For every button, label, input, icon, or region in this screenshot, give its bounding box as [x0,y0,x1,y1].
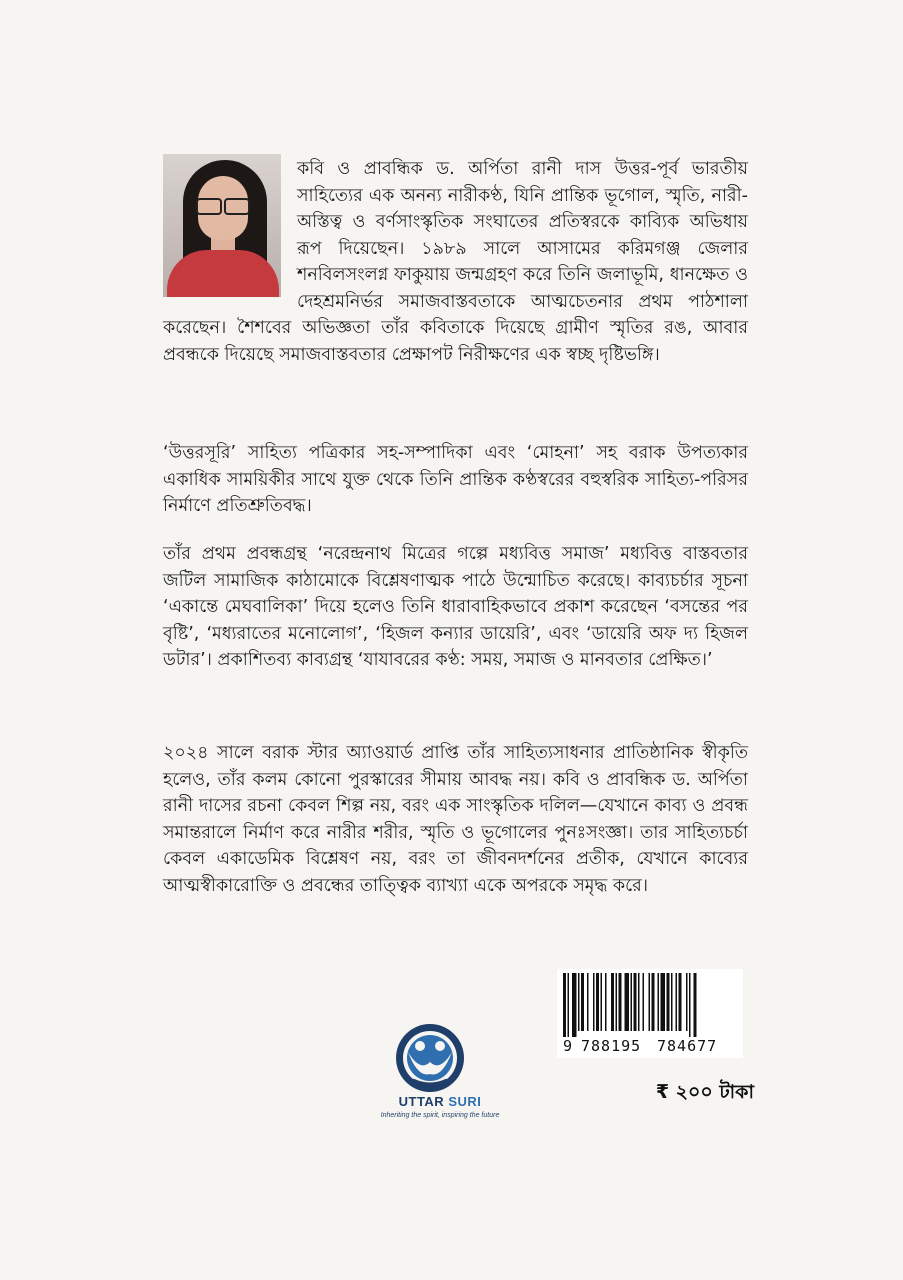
bio-paragraph-1 [163,156,748,368]
barcode-numbers [557,1037,743,1057]
barcode-bar [593,973,595,1031]
bio-paragraph-1-text: কবি ও প্রাবন্ধিক ড. অর্পিতা রানী দাস উত্তর-পূর্ব ভারতীয় সাহিত্যের এক অনন্য নারীকণ্ঠ, যিনি প্রান্তিক ভূগোল, স্মৃতি, নারী-অস্তিত্ব ও বর্ণসাংস্কৃতিক সংঘাতের প্রতিস্বরকে কাব্যিক অভিধায় রূপ দিয়েছেন। ১৯৮৯ সালে আসামের করিমগঞ্জ জেলার শনবিলসংলগ্ন ফাকুয়ায় জন্মগ্রহণ করে তিনি জলাভূমি, ধানক্ষেত ও দেহশ্রমনির্ভর সমাজবাস্তবতাকে আত্মচেতনার প্রথম পাঠশালা করেছেন। শৈশবের অভিজ্ঞতা তাঁর কবিতাকে দিয়েছে গ্রামীণ স্মৃতির রঙ, আবার প্রবন্ধকে দিয়েছে সমাজবাস্তবতার প্রেক্ষাপট নিরীক্ষণের এক স্বচ্ছ দৃষ্টিভঙ্গি। [163,159,748,365]
barcode-bar [694,973,697,1037]
barcode-bar [676,973,678,1031]
barcode-bar [634,973,637,1031]
barcode-bar [643,973,645,1031]
barcode-bar [563,973,566,1037]
barcode-bar [638,973,640,1031]
barcode-bar [671,973,673,1031]
barcode-bar [616,973,618,1031]
barcode-bar [619,973,622,1031]
barcode-bars [563,973,737,1037]
barcode-bar [601,973,603,1031]
bio-paragraph-2: ‘উত্তরসূরি’ সাহিত্য পত্রিকার সহ-সম্পাদিকা এবং ‘মোহনা’ সহ বরাক উপত্যকার একাধিক সাময়িকীর সাথে যুক্ত থেকে তিনি প্রান্তিক কণ্ঠস্বরের বহুস্বরিক সাহিত্য-পরিসর নির্মাণে প্রতিশ্রুতিবদ্ধ। [163,443,748,516]
barcode-bar [667,973,670,1031]
barcode-bar [649,973,651,1031]
barcode-bar [652,973,655,1031]
barcode-group-right: 784677 [657,1037,718,1055]
isbn-barcode [557,969,743,1058]
barcode-bar [689,973,691,1037]
barcode-bar [568,973,570,1037]
barcode-bar [686,973,688,1031]
barcode-bar [631,973,633,1031]
price-label: ₹ ২০০ টাকা [655,1081,754,1103]
barcode-bar [611,973,614,1031]
barcode-bar [605,973,607,1031]
barcode-bar [658,973,660,1031]
bio-paragraph-3: তাঁর প্রথম প্রবন্ধগ্রন্থ ‘নরেন্দ্রনাথ মিত্রের গল্পে মধ্যবিত্ত সমাজ’ মধ্যবিত্ত বাস্তবতার জটিল সামাজিক কাঠামোকে বিশ্লেষণাত্মক পাঠে উন্মোচিত করেছে। কাব্যচর্চার সূচনা ‘একান্তে মেঘবালিকা’ দিয়ে হলেও তিনি ধারাবাহিকভাবে প্রকাশ করেছেন ‘বসন্তের পর বৃষ্টি’, ‘মধ্যরাতের মনোলোগ’, ‘হিজল কন্যার ডায়েরি’, এবং ‘ডায়েরি অফ দ্য হিজল ডটার’। প্রকাশিতব্য কাব্যগ্রন্থ ‘যাযাবরের কণ্ঠ: সময়, সমাজ ও মানবতার প্রেক্ষিত।’ [163,544,748,670]
barcode-bar [679,973,682,1031]
barcode-digit-first: 9 [563,1037,574,1055]
barcode-group-left: 788195 [581,1037,642,1055]
publisher-emblem-icon [380,1022,500,1094]
publisher-tagline: Inheriting the spirit, inspiring the future [380,1112,500,1119]
bio-paragraph-4: ২০২৪ সালে বরাক স্টার অ্যাওয়ার্ড প্রাপ্তি তাঁর সাহিত্যসাধনার প্রাতিষ্ঠানিক স্বীকৃতি হলেও, তাঁর কলম কোনো পুরস্কারের সীমায় আবদ্ধ নয়। কবি ও প্রাবন্ধিক ড. অর্পিতা রানী দাসের রচনা কেবল শিল্প নয়, বরং এক সাংস্কৃতিক দলিল—যেখানে কাব্য ও প্রবন্ধ সমান্তরালে নির্মাণ করে নারীর শরীর, স্মৃতি ও ভূগোলের পুনঃসংজ্ঞা। তার সাহিত্যচর্চা কেবল একাডেমিক বিশ্লেষণ নয়, বরং তা জীবনদর্শনের প্রতীক, যেখানে কাব্যের আত্মস্বীকারোক্তি ও প্রবন্ধের তাত্ত্বিক ব্যাখ্যা একে অপরকে সমৃদ্ধ করে। [163,743,748,896]
barcode-bar [661,973,666,1031]
barcode-bar [625,973,630,1031]
publisher-logo [380,1022,500,1132]
barcode-bar [578,973,580,1031]
barcode-bar [572,973,577,1037]
publisher-name: UTTAR SURI [398,1094,482,1109]
barcode-bar [581,973,584,1031]
barcode-bar [587,973,589,1031]
barcode-bar [596,973,599,1031]
